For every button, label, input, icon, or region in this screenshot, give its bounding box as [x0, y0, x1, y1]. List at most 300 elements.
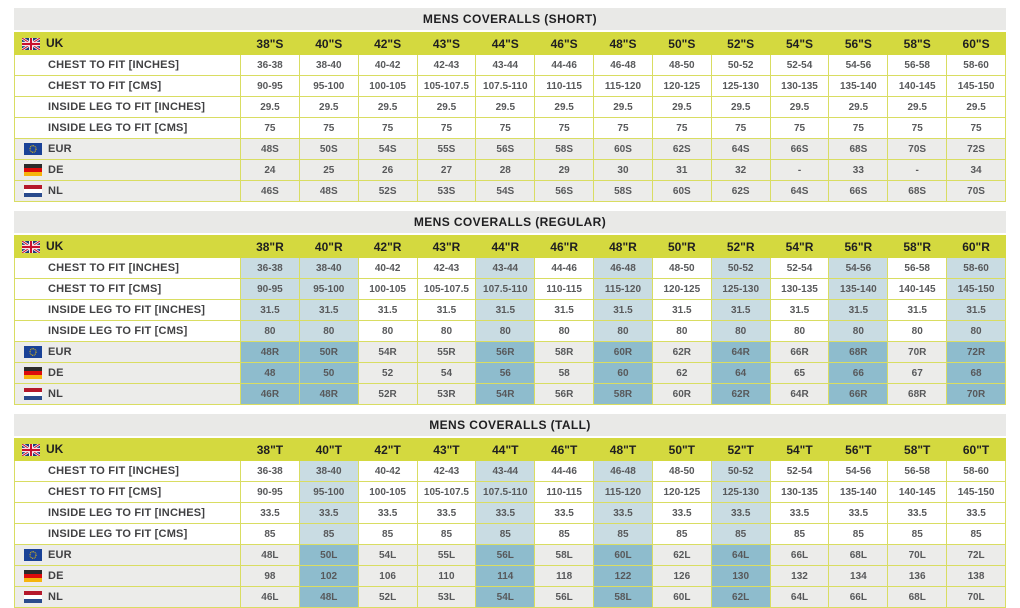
size-column-header: 50"S	[652, 33, 711, 55]
size-value-cell: 122	[594, 566, 653, 587]
size-value-cell: 53R	[417, 384, 476, 405]
size-value-cell: 54-56	[829, 461, 888, 482]
size-value-cell: 50-52	[711, 258, 770, 279]
size-value-cell: 58L	[594, 587, 653, 608]
size-column-header: 54"T	[770, 439, 829, 461]
row-label: EUR	[48, 346, 72, 358]
size-value-cell: 52	[358, 363, 417, 384]
size-value-cell: 95-100	[299, 279, 358, 300]
region-header-cell	[15, 439, 241, 461]
size-value-cell: 29.5	[888, 97, 947, 118]
size-value-cell: 70S	[888, 139, 947, 160]
size-value-cell: 31.5	[476, 300, 535, 321]
table-row	[15, 503, 1006, 524]
size-value-cell: 120-125	[652, 76, 711, 97]
eu-flag-icon	[24, 549, 42, 561]
row-label: DE	[48, 570, 64, 582]
row-label: DE	[48, 164, 64, 176]
size-column-header: 42"T	[358, 439, 417, 461]
row-label-cell	[15, 482, 241, 503]
size-value-cell: 38-40	[299, 461, 358, 482]
size-value-cell: 52S	[358, 181, 417, 202]
size-value-cell: 50L	[299, 545, 358, 566]
size-chart-grid	[14, 32, 1006, 202]
size-value-cell: 125-130	[711, 76, 770, 97]
size-value-cell: 80	[711, 321, 770, 342]
size-value-cell: 100-105	[358, 279, 417, 300]
row-label: INSIDE LEG TO FIT [INCHES]	[48, 304, 206, 316]
size-column-header: 44"T	[476, 439, 535, 461]
size-value-cell: 66S	[770, 139, 829, 160]
size-value-cell: 145-150	[947, 279, 1006, 300]
size-value-cell: 60L	[652, 587, 711, 608]
size-value-cell: 56-58	[888, 55, 947, 76]
row-label-cell	[15, 587, 241, 608]
size-value-cell: 48-50	[652, 258, 711, 279]
size-table	[14, 8, 1006, 202]
size-value-cell: 30	[594, 160, 653, 181]
size-value-cell: 48-50	[652, 461, 711, 482]
size-value-cell: 110-115	[535, 482, 594, 503]
size-value-cell: 54R	[476, 384, 535, 405]
table-row	[15, 566, 1006, 587]
size-value-cell: 66	[829, 363, 888, 384]
row-label: CHEST TO FIT [CMS]	[48, 283, 162, 295]
table-title: MENS COVERALLS (REGULAR)	[14, 211, 1006, 233]
size-value-cell: 66L	[770, 545, 829, 566]
size-value-cell: 68S	[888, 181, 947, 202]
size-header-row	[15, 236, 1006, 258]
size-value-cell: 55R	[417, 342, 476, 363]
size-value-cell: 85	[711, 524, 770, 545]
size-value-cell: 44-46	[535, 461, 594, 482]
size-value-cell: 80	[299, 321, 358, 342]
size-column-header: 48"R	[594, 236, 653, 258]
size-value-cell: 72S	[947, 139, 1006, 160]
row-label-cell	[15, 76, 241, 97]
size-value-cell: 53L	[417, 587, 476, 608]
size-value-cell: 26	[358, 160, 417, 181]
row-label-cell	[15, 384, 241, 405]
size-value-cell: 42-43	[417, 461, 476, 482]
size-value-cell: 56R	[535, 384, 594, 405]
size-value-cell: 52-54	[770, 258, 829, 279]
table-title: MENS COVERALLS (SHORT)	[14, 8, 1006, 30]
size-value-cell: 43-44	[476, 461, 535, 482]
size-value-cell: 33.5	[535, 503, 594, 524]
size-value-cell: 33	[829, 160, 888, 181]
size-column-header: 52"T	[711, 439, 770, 461]
size-column-header: 54"R	[770, 236, 829, 258]
size-column-header: 40"R	[299, 236, 358, 258]
size-value-cell: 50-52	[711, 55, 770, 76]
size-value-cell: 60S	[652, 181, 711, 202]
size-value-cell: 46-48	[594, 461, 653, 482]
size-value-cell: 110-115	[535, 279, 594, 300]
size-value-cell: 54-56	[829, 55, 888, 76]
size-value-cell: 43-44	[476, 55, 535, 76]
size-value-cell: 66L	[829, 587, 888, 608]
size-value-cell: 65	[770, 363, 829, 384]
uk-flag-icon	[22, 241, 40, 253]
size-value-cell: 80	[358, 321, 417, 342]
size-value-cell: 31.5	[888, 300, 947, 321]
size-value-cell: 58L	[535, 545, 594, 566]
table-row	[15, 321, 1006, 342]
row-label-cell	[15, 461, 241, 482]
size-value-cell: 130-135	[770, 482, 829, 503]
size-value-cell: 85	[770, 524, 829, 545]
size-value-cell: 80	[476, 321, 535, 342]
row-label: NL	[48, 388, 64, 400]
size-value-cell: 56	[476, 363, 535, 384]
size-value-cell: 64S	[770, 181, 829, 202]
size-value-cell: 100-105	[358, 482, 417, 503]
size-value-cell: 56-58	[888, 461, 947, 482]
size-value-cell: 80	[829, 321, 888, 342]
size-value-cell: 66R	[770, 342, 829, 363]
size-value-cell: 75	[594, 118, 653, 139]
size-value-cell: 29.5	[299, 97, 358, 118]
row-label: INSIDE LEG TO FIT [INCHES]	[48, 101, 206, 113]
table-row	[15, 384, 1006, 405]
size-value-cell: 46S	[241, 181, 300, 202]
size-value-cell: 130	[711, 566, 770, 587]
region-header-cell	[15, 33, 241, 55]
size-value-cell: 34	[947, 160, 1006, 181]
size-value-cell: 33.5	[417, 503, 476, 524]
size-value-cell: 46-48	[594, 55, 653, 76]
size-value-cell: 80	[417, 321, 476, 342]
size-value-cell: 29.5	[476, 97, 535, 118]
size-value-cell: 64R	[770, 384, 829, 405]
size-value-cell: 115-120	[594, 279, 653, 300]
table-row	[15, 300, 1006, 321]
size-value-cell: 62S	[711, 181, 770, 202]
size-value-cell: 33.5	[711, 503, 770, 524]
size-value-cell: 75	[770, 118, 829, 139]
size-column-header: 40"T	[299, 439, 358, 461]
size-column-header: 44"S	[476, 33, 535, 55]
row-label-cell	[15, 503, 241, 524]
size-value-cell: 32	[711, 160, 770, 181]
row-label: CHEST TO FIT [INCHES]	[48, 262, 180, 274]
size-value-cell: 145-150	[947, 76, 1006, 97]
size-value-cell: 58R	[535, 342, 594, 363]
size-chart-grid	[14, 235, 1006, 405]
size-value-cell: 58-60	[947, 258, 1006, 279]
row-label: INSIDE LEG TO FIT [INCHES]	[48, 507, 206, 519]
size-value-cell: 36-38	[241, 461, 300, 482]
size-header-row	[15, 33, 1006, 55]
size-column-header: 46"S	[535, 33, 594, 55]
size-value-cell: 64L	[711, 545, 770, 566]
size-value-cell: 33.5	[652, 503, 711, 524]
size-value-cell: 31.5	[417, 300, 476, 321]
table-row	[15, 139, 1006, 160]
size-column-header: 60"T	[947, 439, 1006, 461]
size-value-cell: 62L	[711, 587, 770, 608]
row-label-cell	[15, 300, 241, 321]
size-value-cell: 75	[417, 118, 476, 139]
row-label-cell	[15, 181, 241, 202]
size-value-cell: 40-42	[358, 461, 417, 482]
size-value-cell: 58S	[535, 139, 594, 160]
row-label: CHEST TO FIT [INCHES]	[48, 465, 180, 477]
size-value-cell: 68L	[888, 587, 947, 608]
size-value-cell: 75	[652, 118, 711, 139]
size-value-cell: 60	[594, 363, 653, 384]
table-row	[15, 482, 1006, 503]
table-row	[15, 279, 1006, 300]
size-value-cell: 50S	[299, 139, 358, 160]
size-value-cell: 105-107.5	[417, 482, 476, 503]
row-label: INSIDE LEG TO FIT [CMS]	[48, 325, 188, 337]
size-value-cell: 85	[241, 524, 300, 545]
size-value-cell: 114	[476, 566, 535, 587]
size-value-cell: 64R	[711, 342, 770, 363]
table-row	[15, 545, 1006, 566]
row-label: CHEST TO FIT [INCHES]	[48, 59, 180, 71]
size-value-cell: 70L	[947, 587, 1006, 608]
size-value-cell: 95-100	[299, 76, 358, 97]
eu-flag-icon	[24, 346, 42, 358]
size-value-cell: 68R	[829, 342, 888, 363]
size-value-cell: 72R	[947, 342, 1006, 363]
row-label: CHEST TO FIT [CMS]	[48, 80, 162, 92]
uk-flag-icon	[22, 444, 40, 456]
size-value-cell: 72L	[947, 545, 1006, 566]
size-value-cell: 33.5	[947, 503, 1006, 524]
size-value-cell: 52-54	[770, 461, 829, 482]
row-label-cell	[15, 118, 241, 139]
size-value-cell: 29	[535, 160, 594, 181]
size-value-cell: 55L	[417, 545, 476, 566]
row-label: INSIDE LEG TO FIT [CMS]	[48, 122, 188, 134]
size-value-cell: 54-56	[829, 258, 888, 279]
size-value-cell: 85	[888, 524, 947, 545]
size-value-cell: 67	[888, 363, 947, 384]
nl-flag-icon	[24, 591, 42, 603]
size-value-cell: 56L	[535, 587, 594, 608]
row-label: INSIDE LEG TO FIT [CMS]	[48, 528, 188, 540]
size-value-cell: 85	[358, 524, 417, 545]
size-value-cell: 48R	[299, 384, 358, 405]
size-column-header: 44"R	[476, 236, 535, 258]
size-column-header: 43"S	[417, 33, 476, 55]
size-value-cell: 62	[652, 363, 711, 384]
region-label: UK	[46, 36, 64, 50]
size-value-cell: 58S	[594, 181, 653, 202]
size-value-cell: 138	[947, 566, 1006, 587]
size-value-cell: 130-135	[770, 279, 829, 300]
row-label-cell	[15, 139, 241, 160]
region-label: UK	[46, 442, 64, 456]
size-value-cell: 132	[770, 566, 829, 587]
size-value-cell: 58-60	[947, 55, 1006, 76]
de-flag-icon	[24, 570, 42, 582]
size-value-cell: 75	[947, 118, 1006, 139]
size-value-cell: 118	[535, 566, 594, 587]
region-label: UK	[46, 239, 64, 253]
size-value-cell: 70R	[888, 342, 947, 363]
size-value-cell: 145-150	[947, 482, 1006, 503]
size-value-cell: 48S	[241, 139, 300, 160]
size-value-cell: 66R	[829, 384, 888, 405]
row-label-cell	[15, 363, 241, 384]
size-value-cell: 53S	[417, 181, 476, 202]
size-column-header: 52"R	[711, 236, 770, 258]
table-title: MENS COVERALLS (TALL)	[14, 414, 1006, 436]
eu-flag-icon	[24, 143, 42, 155]
table-row	[15, 587, 1006, 608]
size-value-cell: 54S	[476, 181, 535, 202]
size-value-cell: 56-58	[888, 258, 947, 279]
size-value-cell: 33.5	[241, 503, 300, 524]
table-row	[15, 76, 1006, 97]
size-value-cell: 24	[241, 160, 300, 181]
table-row	[15, 160, 1006, 181]
size-header-row	[15, 439, 1006, 461]
row-label-cell	[15, 160, 241, 181]
size-value-cell: 29.5	[711, 97, 770, 118]
size-value-cell: 40-42	[358, 55, 417, 76]
size-value-cell: 75	[358, 118, 417, 139]
size-value-cell: 29.5	[417, 97, 476, 118]
table-row	[15, 118, 1006, 139]
size-value-cell: 54L	[358, 545, 417, 566]
size-value-cell: 75	[888, 118, 947, 139]
size-value-cell: 110-115	[535, 76, 594, 97]
size-value-cell: 31.5	[770, 300, 829, 321]
size-value-cell: 106	[358, 566, 417, 587]
size-value-cell: 107.5-110	[476, 279, 535, 300]
size-value-cell: 28	[476, 160, 535, 181]
size-value-cell: 135-140	[829, 76, 888, 97]
size-value-cell: 29.5	[594, 97, 653, 118]
size-value-cell: 70L	[888, 545, 947, 566]
row-label-cell	[15, 524, 241, 545]
size-value-cell: 52R	[358, 384, 417, 405]
size-column-header: 50"T	[652, 439, 711, 461]
size-value-cell: 75	[711, 118, 770, 139]
size-value-cell: 115-120	[594, 76, 653, 97]
size-value-cell: 100-105	[358, 76, 417, 97]
size-value-cell: 62S	[652, 139, 711, 160]
size-value-cell: 85	[476, 524, 535, 545]
nl-flag-icon	[24, 185, 42, 197]
table-row	[15, 55, 1006, 76]
size-value-cell: 44-46	[535, 55, 594, 76]
size-value-cell: 54S	[358, 139, 417, 160]
size-value-cell: 29.5	[535, 97, 594, 118]
size-column-header: 46"T	[535, 439, 594, 461]
size-value-cell: 46L	[241, 587, 300, 608]
size-column-header: 58"R	[888, 236, 947, 258]
size-column-header: 43"T	[417, 439, 476, 461]
size-value-cell: 48L	[299, 587, 358, 608]
size-value-cell: 25	[299, 160, 358, 181]
size-column-header: 54"S	[770, 33, 829, 55]
size-value-cell: 27	[417, 160, 476, 181]
size-column-header: 60"R	[947, 236, 1006, 258]
size-value-cell: 105-107.5	[417, 76, 476, 97]
size-value-cell: 90-95	[241, 76, 300, 97]
size-column-header: 42"S	[358, 33, 417, 55]
size-column-header: 56"S	[829, 33, 888, 55]
row-label: CHEST TO FIT [CMS]	[48, 486, 162, 498]
size-value-cell: 64	[711, 363, 770, 384]
size-value-cell: 54	[417, 363, 476, 384]
size-value-cell: 42-43	[417, 55, 476, 76]
size-column-header: 38"R	[241, 236, 300, 258]
size-value-cell: 66S	[829, 181, 888, 202]
table-row	[15, 363, 1006, 384]
size-value-cell: 48-50	[652, 55, 711, 76]
size-value-cell: 85	[594, 524, 653, 545]
size-value-cell: 75	[476, 118, 535, 139]
size-value-cell: 90-95	[241, 279, 300, 300]
size-value-cell: 80	[652, 321, 711, 342]
size-value-cell: 60L	[594, 545, 653, 566]
de-flag-icon	[24, 367, 42, 379]
size-value-cell: 64L	[770, 587, 829, 608]
size-value-cell: 120-125	[652, 482, 711, 503]
size-value-cell: 48R	[241, 342, 300, 363]
size-value-cell: 33.5	[829, 503, 888, 524]
size-value-cell: 60S	[594, 139, 653, 160]
uk-flag-icon	[22, 38, 40, 50]
size-value-cell: 50-52	[711, 461, 770, 482]
size-value-cell: 130-135	[770, 76, 829, 97]
size-value-cell: 75	[829, 118, 888, 139]
size-value-cell: 68	[947, 363, 1006, 384]
de-flag-icon	[24, 164, 42, 176]
size-column-header: 60"S	[947, 33, 1006, 55]
size-column-header: 46"R	[535, 236, 594, 258]
row-label: NL	[48, 591, 64, 603]
size-value-cell: 85	[947, 524, 1006, 545]
size-value-cell: 85	[417, 524, 476, 545]
size-value-cell: 29.5	[652, 97, 711, 118]
size-value-cell: 56S	[535, 181, 594, 202]
size-value-cell: 95-100	[299, 482, 358, 503]
size-column-header: 58"S	[888, 33, 947, 55]
size-value-cell: 48S	[299, 181, 358, 202]
size-value-cell: 29.5	[829, 97, 888, 118]
size-value-cell: 56L	[476, 545, 535, 566]
size-value-cell: 125-130	[711, 279, 770, 300]
size-value-cell: 75	[299, 118, 358, 139]
size-column-header: 38"T	[241, 439, 300, 461]
size-value-cell: 40-42	[358, 258, 417, 279]
size-value-cell: 136	[888, 566, 947, 587]
size-value-cell: 29.5	[241, 97, 300, 118]
size-value-cell: 90-95	[241, 482, 300, 503]
size-value-cell: -	[770, 160, 829, 181]
size-value-cell: 31.5	[299, 300, 358, 321]
row-label-cell	[15, 258, 241, 279]
row-label-cell	[15, 321, 241, 342]
size-value-cell: 33.5	[888, 503, 947, 524]
size-value-cell: 31.5	[594, 300, 653, 321]
size-value-cell: 31.5	[241, 300, 300, 321]
row-label: NL	[48, 185, 64, 197]
size-column-header: 48"S	[594, 33, 653, 55]
size-value-cell: 31.5	[947, 300, 1006, 321]
table-row	[15, 258, 1006, 279]
size-value-cell: 38-40	[299, 55, 358, 76]
